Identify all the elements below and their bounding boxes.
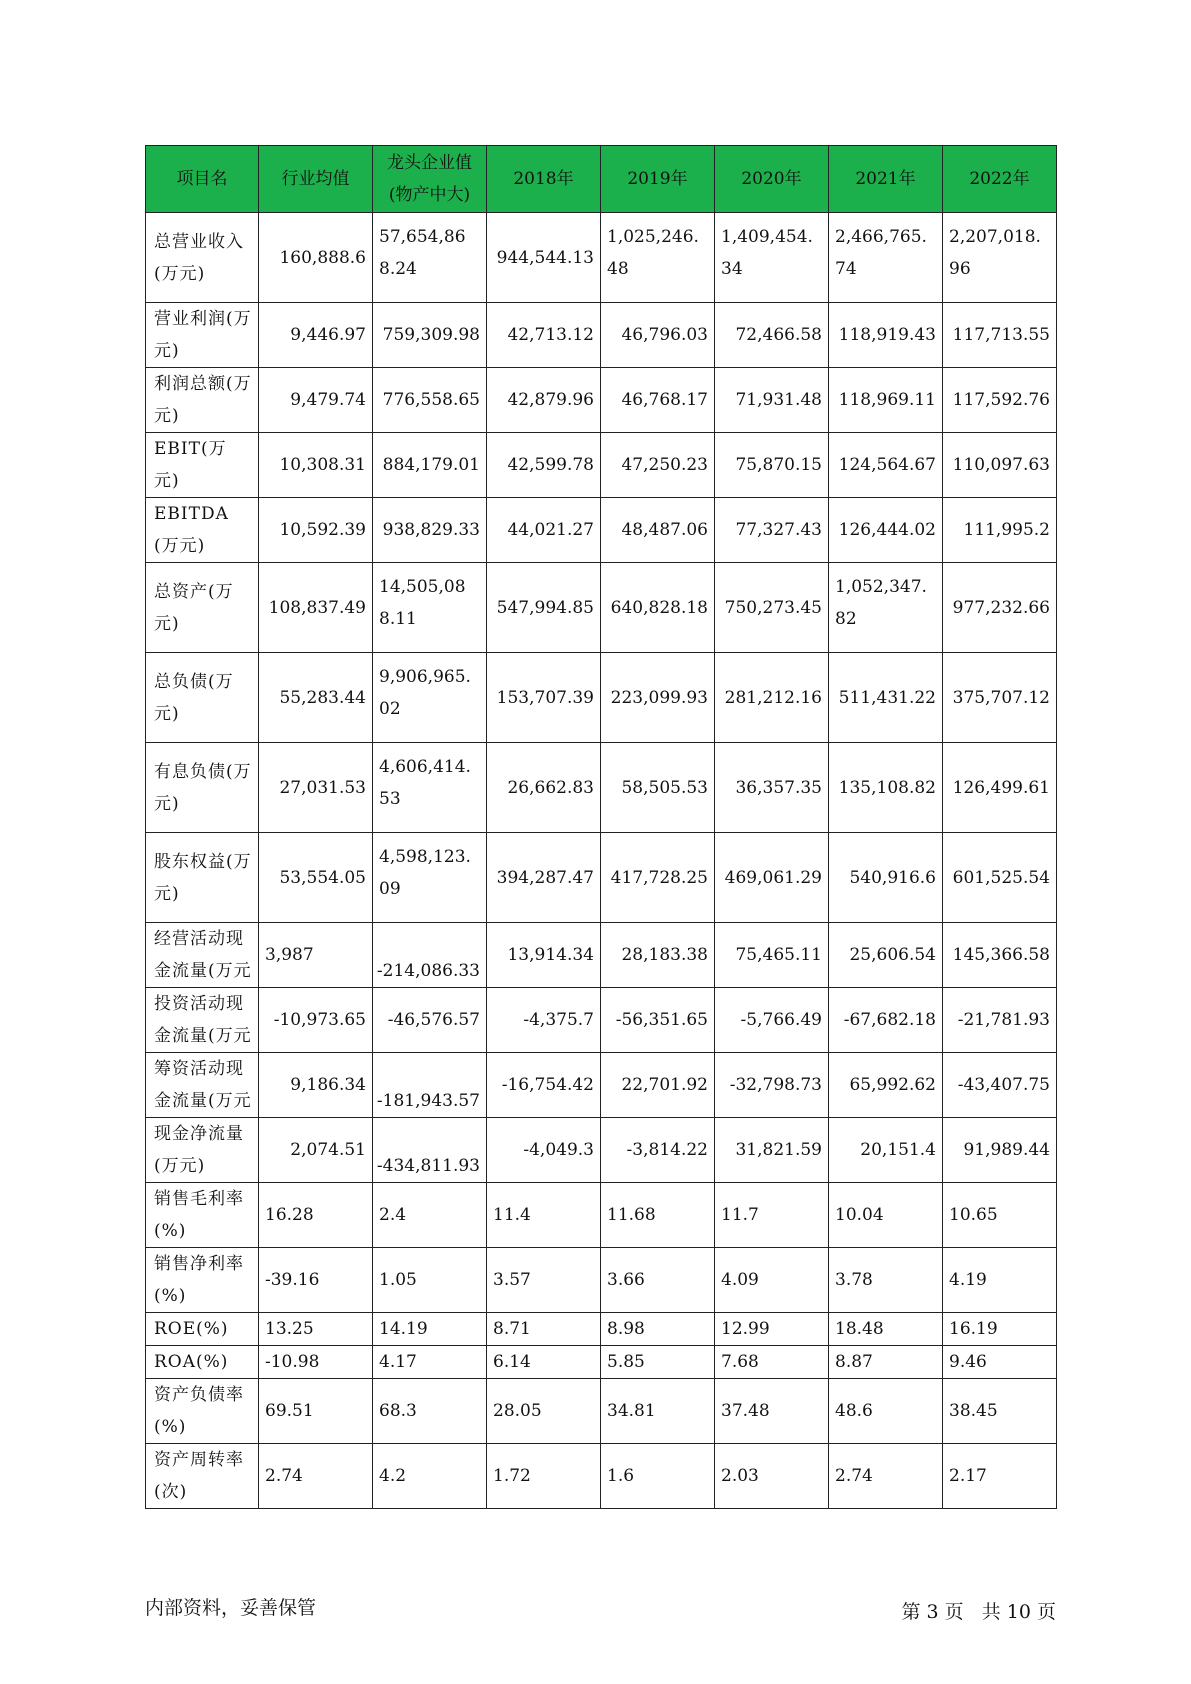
header-industry-avg: 行业均值 [259,146,373,213]
table-cell: 9,186.34 [259,1053,373,1118]
table-cell: 10.04 [829,1183,943,1248]
table-cell: 13,914.34 [487,923,601,988]
row-label: 现金净流量(万元) [146,1118,259,1183]
table-cell: 126,499.61 [943,743,1057,833]
table-cell: 4,606,414.53 [373,743,487,833]
table-cell: 31,821.59 [715,1118,829,1183]
table-cell: 2.4 [373,1183,487,1248]
table-cell: 759,309.98 [373,303,487,368]
table-cell: 71,931.48 [715,368,829,433]
table-cell: 27,031.53 [259,743,373,833]
table-cell: 394,287.47 [487,833,601,923]
table-row [146,1444,1057,1509]
table-row [146,563,1057,653]
table-row [146,988,1057,1053]
row-label: EBIT(万元) [146,433,259,498]
table-cell: 10,592.39 [259,498,373,563]
row-label: 营业利润(万元) [146,303,259,368]
table-cell: 4.19 [943,1248,1057,1313]
table-cell: 1.72 [487,1444,601,1509]
table-cell: 1,052,347.82 [829,563,943,653]
table-cell: -4,049.3 [487,1118,601,1183]
table-cell: 153,707.39 [487,653,601,743]
table-row [146,303,1057,368]
row-label: 总营业收入(万元) [146,213,259,303]
table-cell: 135,108.82 [829,743,943,833]
table-cell: 601,525.54 [943,833,1057,923]
table-cell: 2,466,765.74 [829,213,943,303]
row-label: 总资产(万元) [146,563,259,653]
table-cell: 13.25 [259,1313,373,1346]
table-cell: 9,906,965.02 [373,653,487,743]
table-row [146,368,1057,433]
table-cell: 53,554.05 [259,833,373,923]
table-row [146,1118,1057,1183]
table-cell: 3,987 [259,923,373,988]
table-cell: 938,829.33 [373,498,487,563]
table-cell: 46,768.17 [601,368,715,433]
table-cell: 4.2 [373,1444,487,1509]
table-cell: 2,207,018.96 [943,213,1057,303]
table-cell: 117,592.76 [943,368,1057,433]
table-cell: 776,558.65 [373,368,487,433]
row-label: 利润总额(万元) [146,368,259,433]
table-cell: 16.19 [943,1313,1057,1346]
table-cell: 7.68 [715,1346,829,1379]
table-cell: 38.45 [943,1379,1057,1444]
table-cell: 75,465.11 [715,923,829,988]
table-cell: 12.99 [715,1313,829,1346]
table-cell: 8.98 [601,1313,715,1346]
table-cell: 91,989.44 [943,1118,1057,1183]
table-row [146,1346,1057,1379]
row-label: ROA(%) [146,1346,259,1379]
table-cell: 57,654,868.24 [373,213,487,303]
table-cell: 2,074.51 [259,1118,373,1183]
table-cell: 26,662.83 [487,743,601,833]
table-cell: -43,407.75 [943,1053,1057,1118]
header-2020: 2020年 [715,146,829,213]
table-cell: 42,879.96 [487,368,601,433]
table-cell: 511,431.22 [829,653,943,743]
table-cell: 944,544.13 [487,213,601,303]
table-cell: 42,599.78 [487,433,601,498]
table-cell: 5.85 [601,1346,715,1379]
table-cell: 1,025,246.48 [601,213,715,303]
table-cell: 9,479.74 [259,368,373,433]
table-cell: 75,870.15 [715,433,829,498]
table-cell: 65,992.62 [829,1053,943,1118]
header-2022: 2022年 [943,146,1057,213]
table-cell: 68.3 [373,1379,487,1444]
header-2018: 2018年 [487,146,601,213]
table-cell: 34.81 [601,1379,715,1444]
table-cell: 44,021.27 [487,498,601,563]
table-cell: 11.4 [487,1183,601,1248]
table-cell: -46,576.57 [373,988,487,1053]
table-row [146,1053,1057,1118]
table-cell: 28.05 [487,1379,601,1444]
table-cell: 20,151.4 [829,1118,943,1183]
table-cell: 3.66 [601,1248,715,1313]
table-body [146,213,1057,1509]
footer-confidential-note: 内部资料，妥善保管 [145,1597,317,1619]
table-cell: -4,375.7 [487,988,601,1053]
table-row [146,833,1057,923]
table-cell: -39.16 [259,1248,373,1313]
row-label: 资产周转率(次) [146,1444,259,1509]
table-cell: 9,446.97 [259,303,373,368]
table-row [146,653,1057,743]
row-label: 总负债(万元) [146,653,259,743]
header-item-name: 项目名 [146,146,259,213]
table-cell: 108,837.49 [259,563,373,653]
row-label: 股东权益(万元) [146,833,259,923]
table-cell: 3.78 [829,1248,943,1313]
table-cell: -10.98 [259,1346,373,1379]
table-cell: 11.7 [715,1183,829,1248]
table-cell: 2.17 [943,1444,1057,1509]
table-cell: -21,781.93 [943,988,1057,1053]
table-cell: 1.6 [601,1444,715,1509]
table-cell: 14,505,088.11 [373,563,487,653]
table-cell: 223,099.93 [601,653,715,743]
table-cell: -5,766.49 [715,988,829,1053]
table-cell: 77,327.43 [715,498,829,563]
header-leader-value: 龙头企业值(物产中大) [373,146,487,213]
row-label: EBITDA(万元) [146,498,259,563]
table-cell: 10.65 [943,1183,1057,1248]
table-cell: 42,713.12 [487,303,601,368]
table-cell: 110,097.63 [943,433,1057,498]
table-cell: -56,351.65 [601,988,715,1053]
table-row [146,1313,1057,1346]
table-cell: 25,606.54 [829,923,943,988]
table-row [146,923,1057,988]
table-row [146,743,1057,833]
table-cell: 4.17 [373,1346,487,1379]
table-cell: 48,487.06 [601,498,715,563]
table-cell: 9.46 [943,1346,1057,1379]
table-cell: -214,086.33 [373,923,487,988]
table-cell: 28,183.38 [601,923,715,988]
table-cell: 69.51 [259,1379,373,1444]
table-cell: 8.87 [829,1346,943,1379]
table-cell: -67,682.18 [829,988,943,1053]
table-cell: 281,212.16 [715,653,829,743]
row-label: 筹资活动现金流量(万元 [146,1053,259,1118]
table-cell: 2.03 [715,1444,829,1509]
row-label: 投资活动现金流量(万元 [146,988,259,1053]
table-cell: 22,701.92 [601,1053,715,1118]
table-cell: 640,828.18 [601,563,715,653]
table-row [146,433,1057,498]
table-cell: 1.05 [373,1248,487,1313]
table-cell: 4,598,123.09 [373,833,487,923]
header-2019: 2019年 [601,146,715,213]
table-row [146,1183,1057,1248]
table-cell: 18.48 [829,1313,943,1346]
table-cell: 977,232.66 [943,563,1057,653]
row-label: 资产负债率(%) [146,1379,259,1444]
table-row [146,1248,1057,1313]
table-row [146,1379,1057,1444]
footer-page-number: 第 3 页 共 10 页 [901,1601,1056,1623]
table-cell: 55,283.44 [259,653,373,743]
row-label: 有息负债(万元) [146,743,259,833]
table-cell: 124,564.67 [829,433,943,498]
table-cell: 6.14 [487,1346,601,1379]
table-cell: -16,754.42 [487,1053,601,1118]
table-cell: -3,814.22 [601,1118,715,1183]
table-row [146,213,1057,303]
table-cell: -32,798.73 [715,1053,829,1118]
table-cell: 126,444.02 [829,498,943,563]
table-cell: 750,273.45 [715,563,829,653]
table-cell: 11.68 [601,1183,715,1248]
table-cell: 118,919.43 [829,303,943,368]
financial-table [145,145,1057,1509]
table-cell: 37.48 [715,1379,829,1444]
table-cell: 540,916.6 [829,833,943,923]
table-cell: 58,505.53 [601,743,715,833]
table-cell: 8.71 [487,1313,601,1346]
table-cell: 145,366.58 [943,923,1057,988]
table-cell: 417,728.25 [601,833,715,923]
table-cell: 72,466.58 [715,303,829,368]
table-cell: 547,994.85 [487,563,601,653]
row-label: 销售毛利率(%) [146,1183,259,1248]
table-cell: 160,888.6 [259,213,373,303]
table-cell: 884,179.01 [373,433,487,498]
table-cell: 111,995.2 [943,498,1057,563]
table-cell: 2.74 [259,1444,373,1509]
table-cell: 48.6 [829,1379,943,1444]
table-cell: 16.28 [259,1183,373,1248]
table-cell: 46,796.03 [601,303,715,368]
table-cell: 375,707.12 [943,653,1057,743]
table-row [146,498,1057,563]
row-label: 销售净利率(%) [146,1248,259,1313]
table-cell: 4.09 [715,1248,829,1313]
table-cell: 2.74 [829,1444,943,1509]
table-cell: 14.19 [373,1313,487,1346]
table-cell: 1,409,454.34 [715,213,829,303]
table-cell: 3.57 [487,1248,601,1313]
header-2021: 2021年 [829,146,943,213]
table-cell: 10,308.31 [259,433,373,498]
table-cell: 469,061.29 [715,833,829,923]
row-label: ROE(%) [146,1313,259,1346]
table-cell: 117,713.55 [943,303,1057,368]
table-cell: -434,811.93 [373,1118,487,1183]
table-cell: 36,357.35 [715,743,829,833]
table-header-row [146,146,1057,213]
table-cell: -181,943.57 [373,1053,487,1118]
table-cell: 47,250.23 [601,433,715,498]
row-label: 经营活动现金流量(万元 [146,923,259,988]
table-cell: 118,969.11 [829,368,943,433]
table-cell: -10,973.65 [259,988,373,1053]
